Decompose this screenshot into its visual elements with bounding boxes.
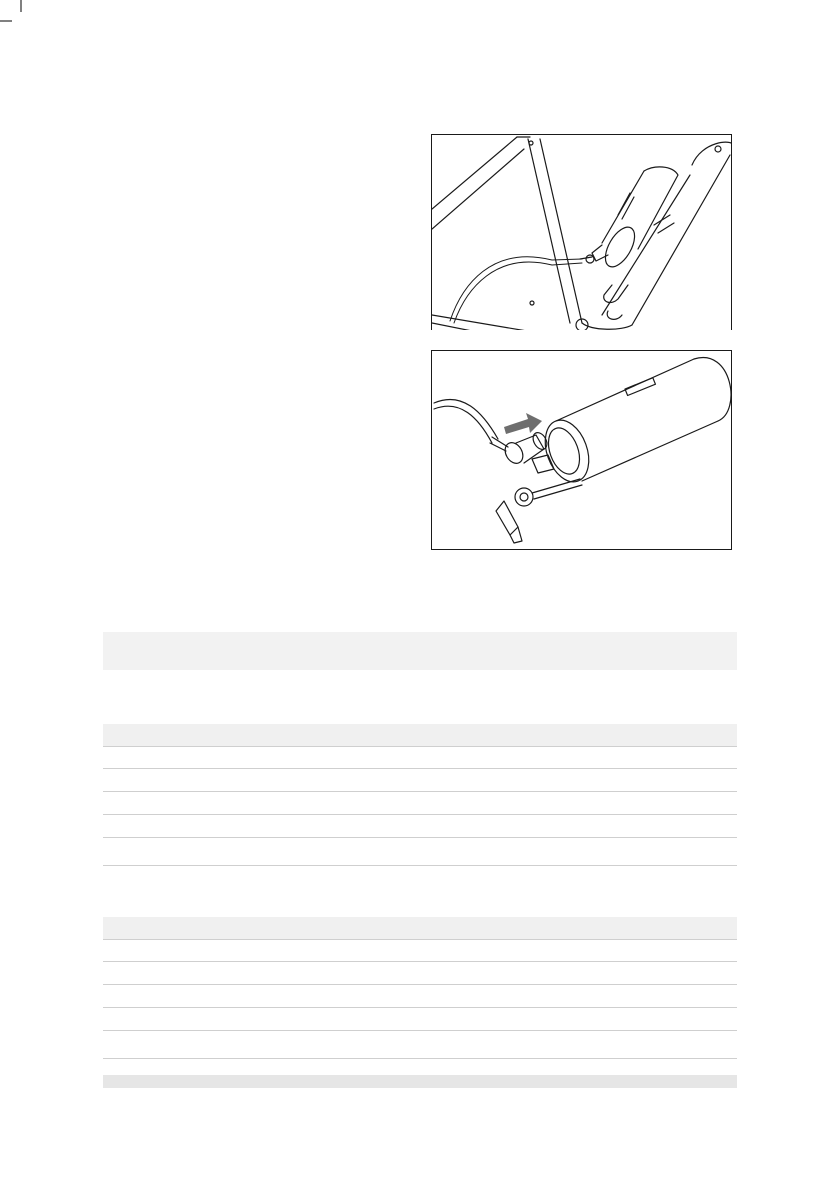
table-row xyxy=(103,1008,737,1031)
figure-battery-connector xyxy=(431,350,732,550)
table-row xyxy=(103,985,737,1008)
table-header xyxy=(103,724,737,747)
table-row xyxy=(103,962,737,985)
table-row xyxy=(103,792,737,815)
table-row xyxy=(103,815,737,838)
figure-frame-battery xyxy=(431,134,732,330)
note-box xyxy=(103,632,737,670)
table-row xyxy=(103,747,737,769)
battery-connector-icon xyxy=(432,351,732,550)
table-row xyxy=(103,940,737,962)
insert-arrow-icon xyxy=(504,413,542,434)
bike-frame-battery-icon xyxy=(432,135,732,330)
spec-table-2 xyxy=(103,917,737,1059)
spec-table-1 xyxy=(103,724,737,866)
table-row xyxy=(103,1031,737,1059)
footer-bar xyxy=(103,1075,737,1088)
crop-mark xyxy=(0,0,30,30)
table-row xyxy=(103,838,737,866)
table-header xyxy=(103,917,737,940)
table-row xyxy=(103,769,737,792)
